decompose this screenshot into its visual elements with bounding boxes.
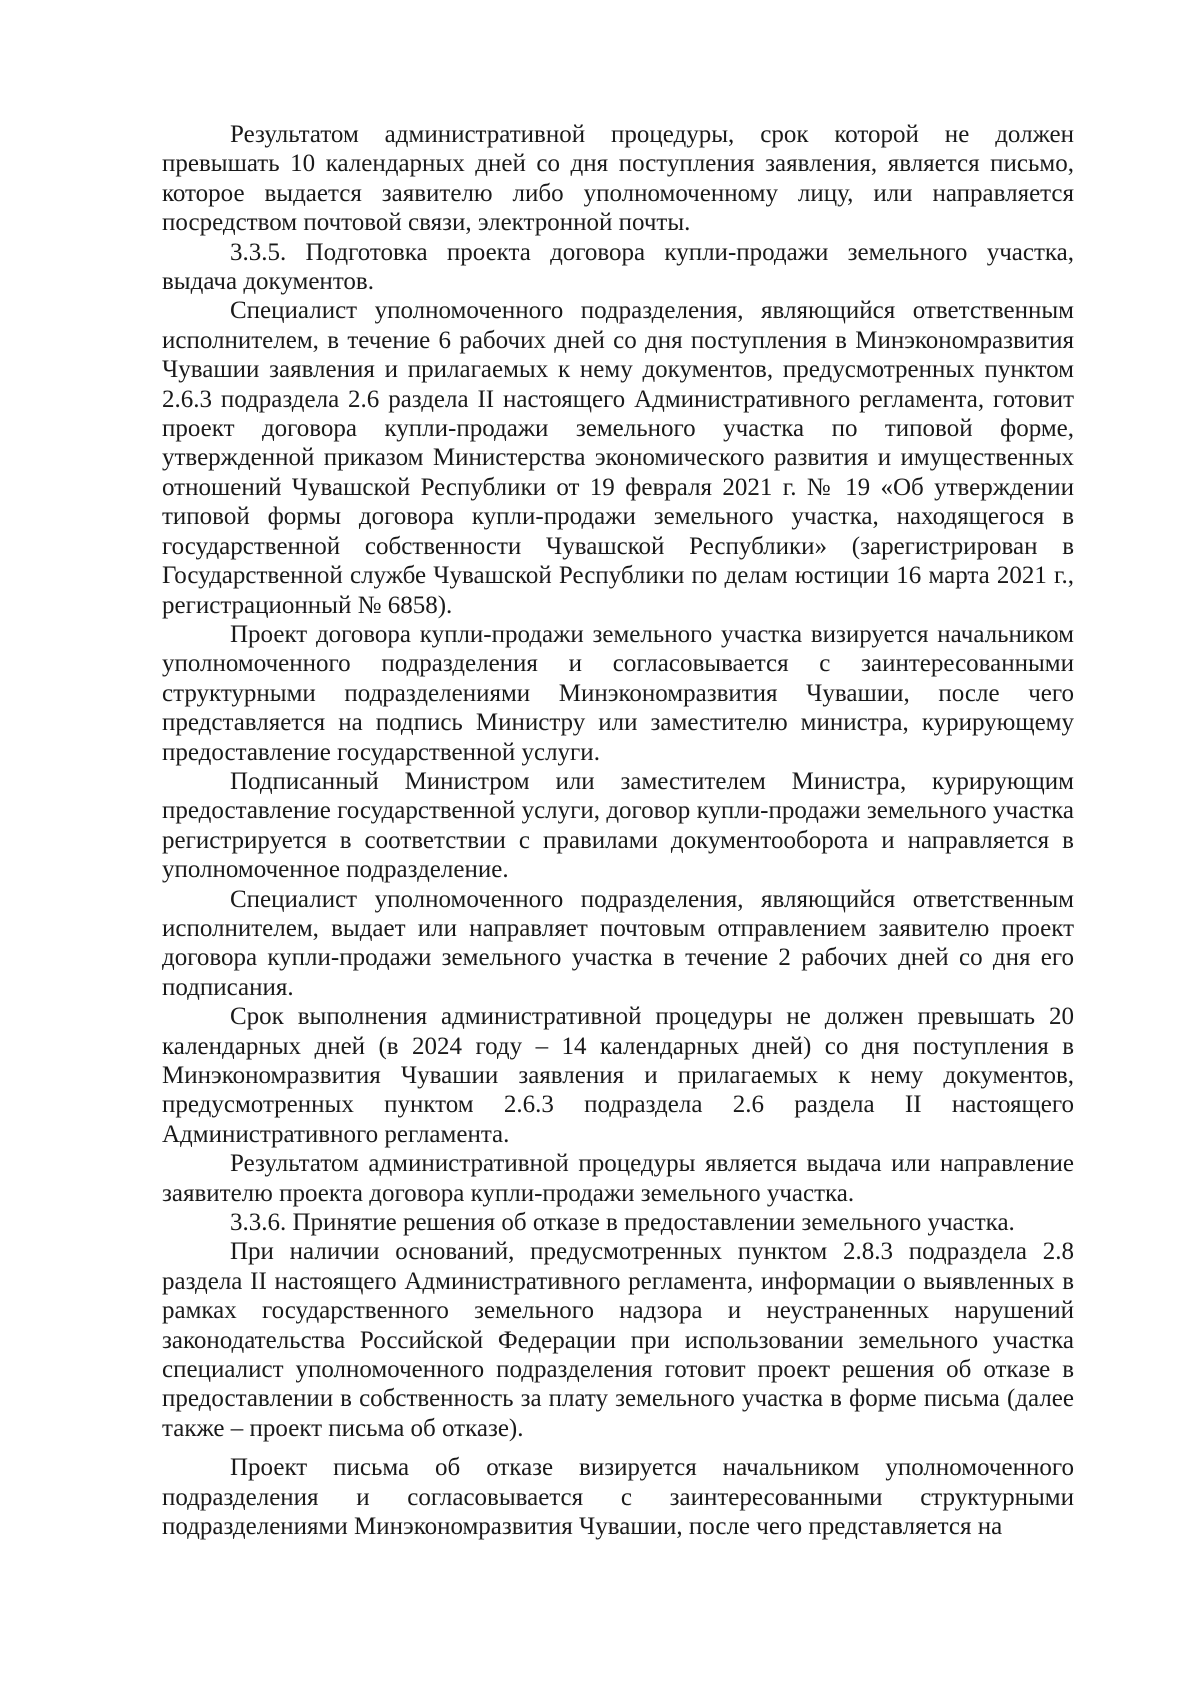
paragraph-procedure-deadline: Срок выполнения административной процедуры не должен превышать 20 календарных дней (в 2024 году – 14 календарных дней) со дня поступления в Минэкономразвития Чувашии заявления и прилагаемых к нему документов, предусмотренных пунктом 2.6.3 подраздела 2.6 раздела II настоящего Административного регламента. — [162, 1003, 1074, 1148]
paragraph-contract-approval: Проект договора купли-продажи земельного участка визируется начальником уполномоченного подразделения и согласовывается с заинтересованными структурными подразделениями Минэкономразвития Чувашии, после чего представляется на подпись Министру или заместителю министра, курирующему предоставление государственной услуги. — [162, 620, 1074, 766]
paragraph-contract-registration: Подписанный Министром или заместителем Министра, курирующим предоставление государственной услуги, договор купли-продажи земельного участка регистрируется в соответствии с правилами документооборота и направляется в уполномоченное подразделение. — [162, 767, 1074, 884]
paragraph-refusal-grounds: При наличии оснований, предусмотренных пунктом 2.8.3 подраздела 2.8 раздела II настоящего Административного регламента, информации о выявленных в рамках государственного земельного надзора и неустраненных нарушений законодательства Российской Федерации при использовании земельного участка специалист уполномоченного подразделения готовит проект решения об отказе в предоставлении в собственность за плату земельного участка в форме письма (далее также – проект письма об отказе). — [162, 1238, 1074, 1442]
section-heading-3-3-6: 3.3.6. Принятие решения об отказе в предоставлении земельного участка. — [230, 1209, 1015, 1237]
document-body — [162, 120, 1074, 1542]
section-heading-3-3-5: 3.3.5. Подготовка проекта договора купли-продажи земельного участка, выдача документов. — [162, 238, 1074, 296]
paragraph-refusal-approval: Проект письма об отказе визируется начальником уполномоченного подразделения и согласовывается с заинтересованными структурными подразделениями Минэкономразвития Чувашии, после чего представляется на — [162, 1454, 1074, 1541]
paragraph-result-letter: Результатом административной процедуры, срок которой не должен превышать 10 календарных дней со дня поступления заявления, является письмо, которое выдается заявителю либо уполномоченному лицу, или направляется посредством почтовой связи, электронной почты. — [162, 121, 1074, 237]
paragraph-contract-preparation: Специалист уполномоченного подразделения, являющийся ответственным исполнителем, в течение 6 рабочих дней со дня поступления в Минэкономразвития Чувашии заявления и прилагаемых к нему документов, предусмотренных пунктом 2.6.3 подраздела 2.6 раздела II настоящего Административного регламента, готовит проект договора купли-продажи земельного участка по типовой форме, утвержденной приказом Министерства экономического развития и имущественных отношений Чувашской Республики от 19 февраля 2021 г. № 19 «Об утверждении типовой формы договора купли-продажи земельного участка, находящегося в государственной собственности Чувашской Республики» (зарегистрирован в Государственной службе Чувашской Республики по делам юстиции 16 марта 2021 г., регистрационный № 6858). — [162, 297, 1074, 619]
paragraph-procedure-result: Результатом административной процедуры является выдача или направление заявителю проекта договора купли-продажи земельного участка. — [162, 1150, 1074, 1207]
paragraph-contract-issuance: Специалист уполномоченного подразделения, являющийся ответственным исполнителем, выдает или направляет почтовым отправлением заявителю проект договора купли-продажи земельного участка в течение 2 рабочих дней со дня его подписания. — [162, 885, 1074, 1001]
